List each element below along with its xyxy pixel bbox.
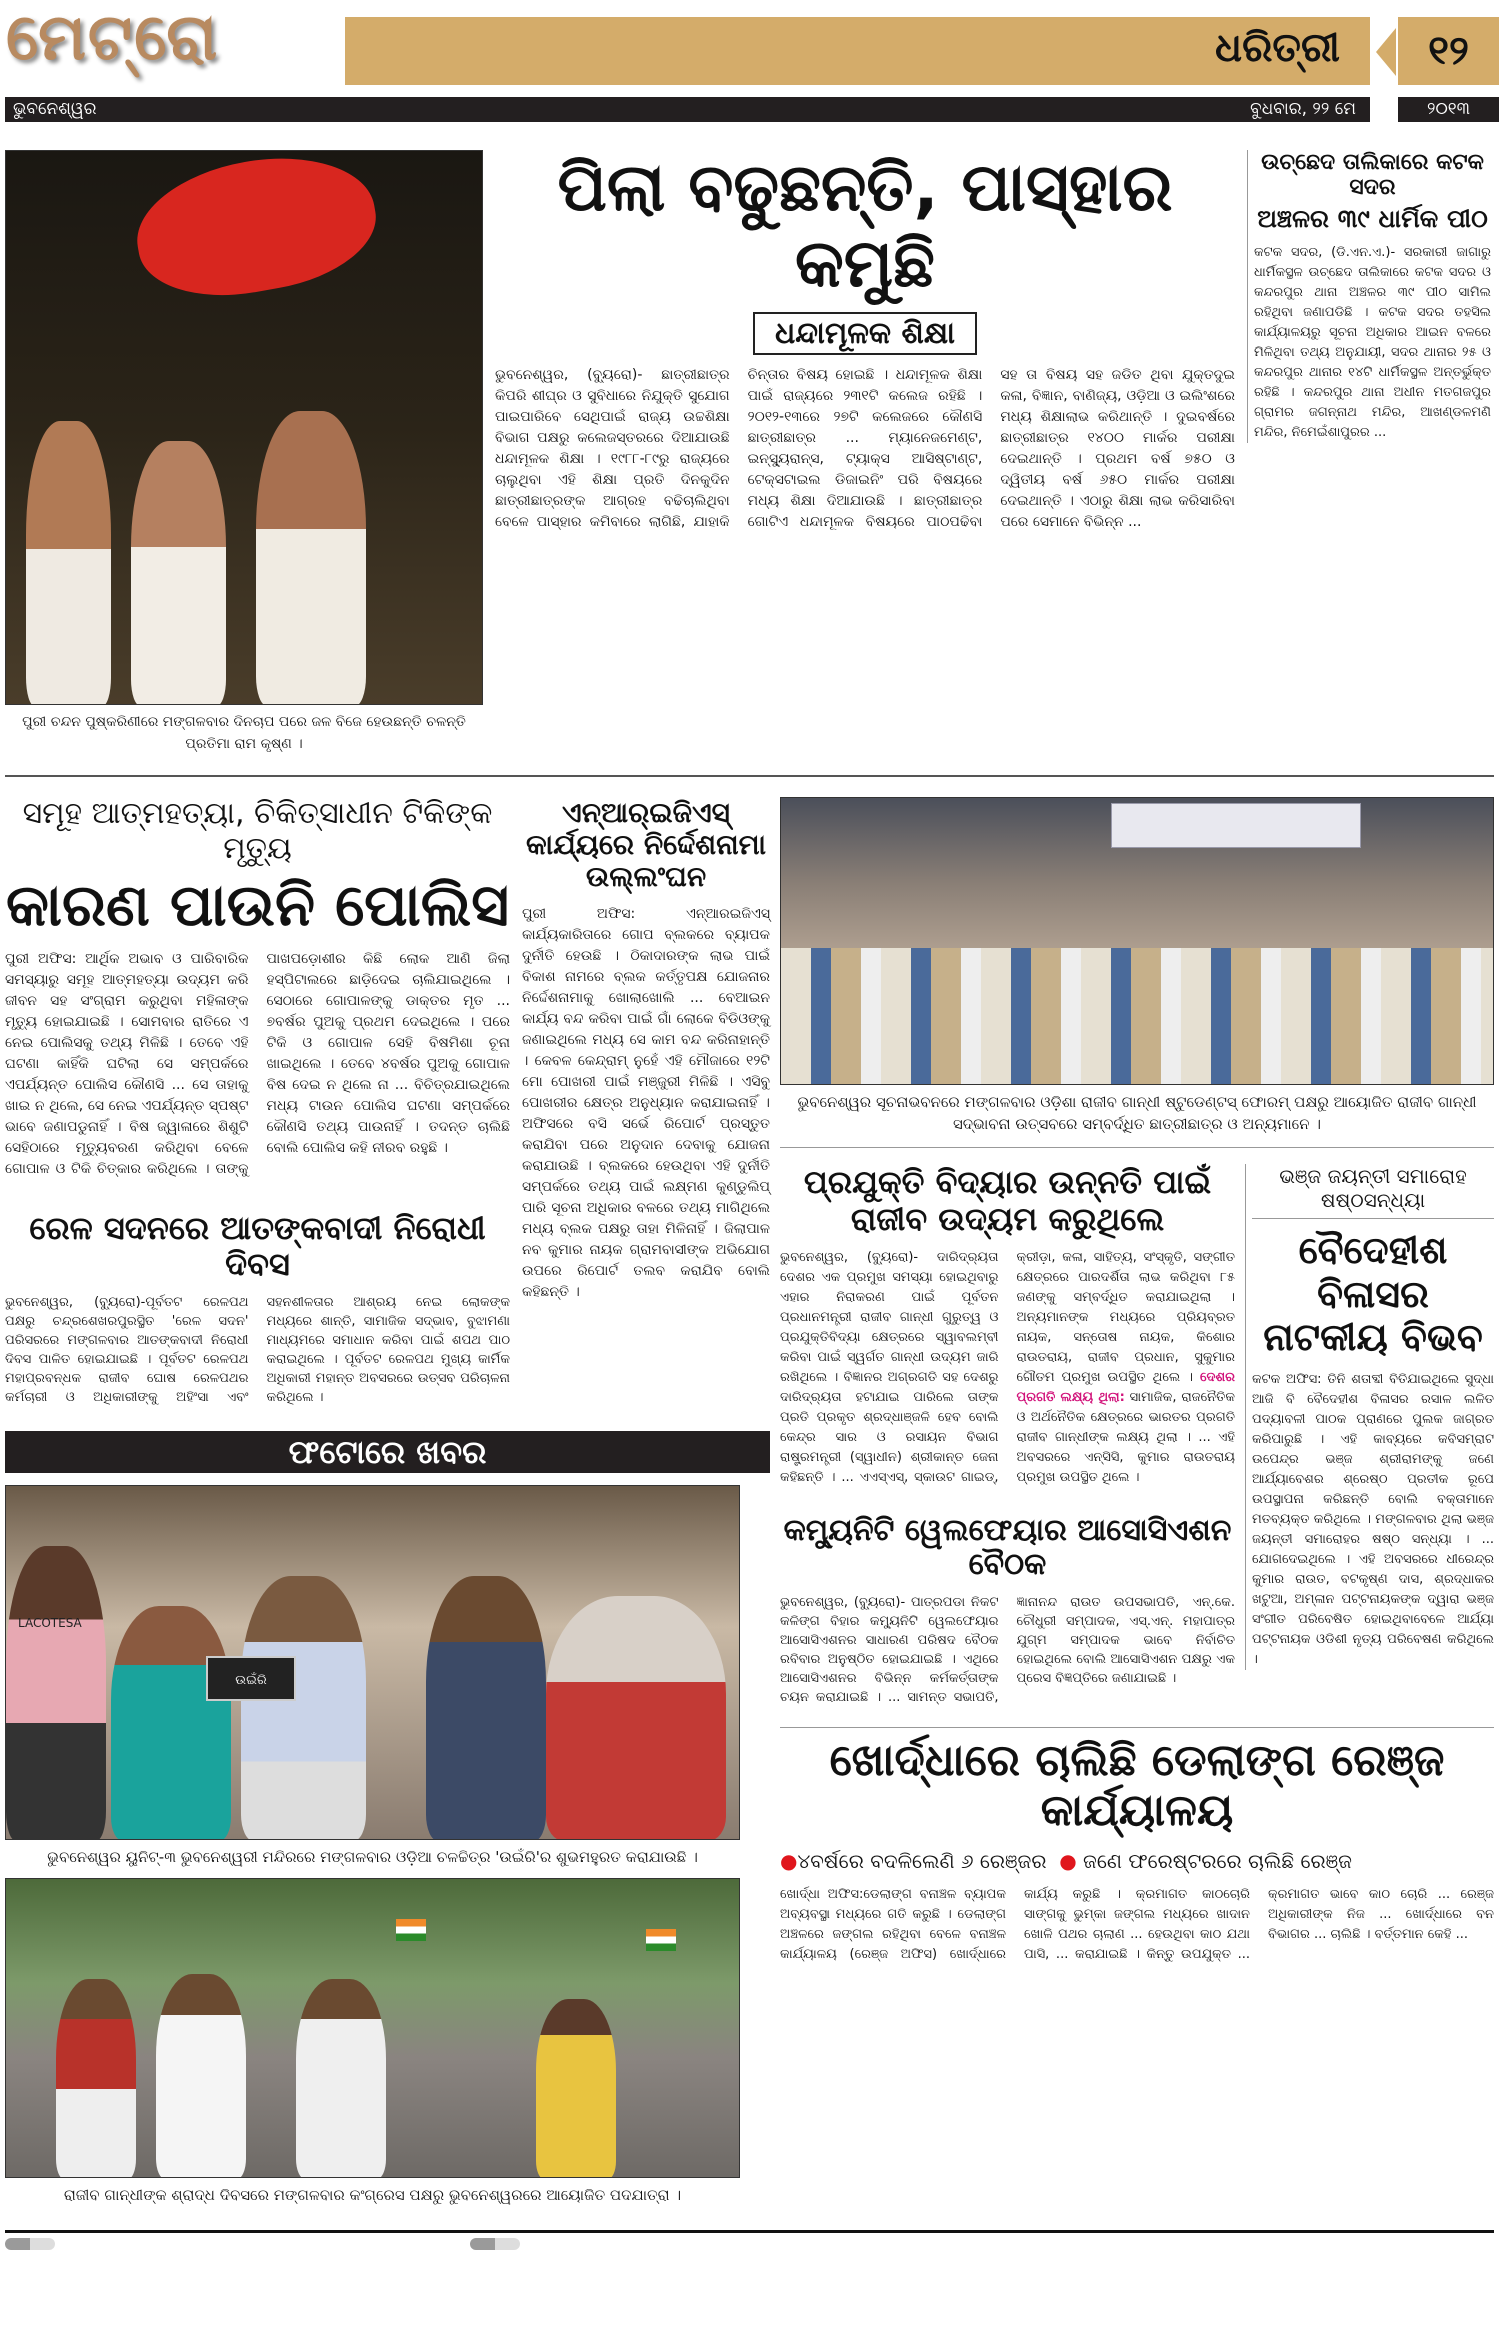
community-body: ଭୁବନେଶ୍ୱର, (ବ୍ୟୁରୋ)- ପାତ୍ରପଡା ନିକଟ କଳିଙ୍ଗ ବିହାର କମ୍ୟୁନିଟି ୱେଲଫେୟାର ଆସୋସିଏଶନର ସାଧାରଣ ପରିଷଦ ବୈଠକ ରବିବାର ଅନୁଷ୍ଠିତ ହୋଇଯାଇଛି । ଏଥିରେ ଆସୋସିଏଶନର ବିଭିନ୍ନ କର୍ମକର୍ତ୍ତାଙ୍କ ଚୟନ କରାଯାଇଛି । ... ସାମନ୍ତ ସଭାପତି, ଜ୍ଞାନାନନ୍ଦ ରାଉତ ଉପସଭାପତି, ଏନ୍.କେ. ଚୌଧୁରୀ ସମ୍ପାଦକ, ଏସ୍.ଏନ୍. ମହାପାତ୍ର ଯୁଗ୍ମ ସମ୍ପାଦକ ଭାବେ ନିର୍ବାଚିତ ହୋଇଥିଲେ ବୋଲି ଆସୋସିଏଶନ ପକ୍ଷରୁ ଏକ ପ୍ରେସ ବିଜ୍ଞପ୍ତିରେ ଜଣାଯାଇଛି । xyxy=(780,1594,1235,1705)
photo-students-felicitation xyxy=(780,797,1494,1085)
khordha-bullets xyxy=(780,1847,1494,1875)
flag-shape xyxy=(396,1919,426,1941)
top-row xyxy=(5,150,1499,755)
umbrella-shape xyxy=(127,150,386,311)
police-headline: କାରଣ ପାଉନି ପୋଲିସ xyxy=(5,871,510,939)
rail-body: ଭୁବନେଶ୍ୱର, (ବ୍ୟୁରୋ)-ପୂର୍ବତଟ ରେଳପଥ ପକ୍ଷରୁ ଚନ୍ଦ୍ରଶେଖରପୁରସ୍ଥିତ 'ରେଳ ସଦନ' ପରିସରରେ ମଙ୍ଗଳବାର ଆତଙ୍କବାଦୀ ନିରୋଧୀ ଦିବସ ପାଳିତ ହୋଇଯାଇଛି । ପୂର୍ବତଟ ରେଳପଥ ମହାପ୍ରବନ୍ଧକ ରାଜୀବ ଘୋଷ ରେଳପଥର କର୍ମଚାରୀ ଓ ଅଧିକାରୀଙ୍କୁ ଅହିଂସା ଏବଂ ସହନଶୀଳତାର ଆଶ୍ରୟ ନେଇ ଲୋକଙ୍କ ମଧ୍ୟରେ ଶାନ୍ତି, ସାମାଜିକ ସଦ୍ଭାବ, ବୁଝାମଣା ମାଧ୍ୟମରେ ସମାଧାନ କରିବା ପାଇଁ ଶପଥ ପାଠ କରାଇଥିଲେ । ପୂର୍ବତଟ ରେଳପଥ ମୁଖ୍ୟ କାର୍ମିକ ଅଧିକାରୀ ମହାନ୍ତ ଅବସରରେ ଉତ୍ସବ ପରିଚାଳନା କରିଥିଲେ । xyxy=(5,1295,510,1406)
photo-film-muhurat xyxy=(5,1485,740,1840)
arrow-icon xyxy=(1376,28,1396,76)
khordha-bullet-2: ଜଣେ ଫରେଷ୍ଟରରେ ଚାଲିଛି ରେଞ୍ଜ xyxy=(1083,1848,1352,1873)
nregs-headline: ଏନ୍‌ଆର୍‌ଇଜିଏସ୍ କାର୍ଯ୍ୟରେ ନିର୍ଦ୍ଦେଶନାମା ଉଲ୍ଲଂଘନ xyxy=(526,796,766,894)
photo-puri-procession xyxy=(5,150,483,705)
city-label: ଭୁବନେଶ୍ୱର xyxy=(13,99,97,119)
photo-padayatra xyxy=(5,1878,740,2178)
side1-headline-1: ଉଚ୍ଛେଦ ତାଲିକାରେ କଟକ ସଦର xyxy=(1261,150,1484,201)
bhanja-article xyxy=(1245,1164,1494,1670)
photo-news-caption-1: ଭୁବନେଶ୍ୱର ୟୁନିଟ୍-୩ ଭୁବନେଶ୍ୱରୀ ମନ୍ଦିରରେ ମଙ୍ଗଳବାର ଓଡ଼ିଆ ଚଳଚ୍ଚିତ୍ର 'ଉଇଁରି'ର ଶୁଭମହୁରତ କରାଯାଉଛି । xyxy=(47,1848,698,1867)
khordha-bullet-1: ୪ବର୍ଷରେ ବଦଳିଲେଣି ୬ ରେଞ୍ଜର xyxy=(797,1848,1047,1873)
divider xyxy=(780,1727,1494,1728)
footer xyxy=(5,2233,1494,2253)
police-rail-column xyxy=(5,797,510,1407)
masthead xyxy=(0,0,1499,130)
left-stories xyxy=(5,797,770,1407)
rajiv-body-text: ଭୁବନେଶ୍ୱର, (ବ୍ୟୁରୋ)- ଦାରିଦ୍ର୍ୟତା ଦେଶର ଏକ ପ୍ରମୁଖ ସମସ୍ୟା ହୋଇଥିବାରୁ ଏହାର ନିରାକରଣ ପାଇଁ ପୂର୍ବତନ ପ୍ରଧାନମନ୍ତ୍ରୀ ରାଜୀବ ଗାନ୍ଧୀ ଗୁରୁତ୍ୱ ଓ ପ୍ରଯୁକ୍ତିବିଦ୍ୟା କ୍ଷେତ୍ରରେ ସ୍ୱାବଲମ୍ବୀ କରିବା ପାଇଁ ସ୍ୱର୍ଗତ ଗାନ୍ଧୀ ଉଦ୍ୟମ ଜାରି ରଖିଥିଲେ । ବିଜ୍ଞାନର ଅଗ୍ରଗତି ସହ ଦେଶରୁ ଦାରିଦ୍ର୍ୟତା ହଟାଯାଇ ପାରିଲେ ତାଙ୍କ ପ୍ରତି ପ୍ରକୃତ ଶ୍ରଦ୍ଧାଞ୍ଜଳି ହେବ ବୋଲି କେନ୍ଦ୍ର ସାର ଓ ରସାୟନ ବିଭାଗ ରାଷ୍ଟ୍ରମନ୍ତ୍ରୀ (ସ୍ୱାଧୀନ) ଶ୍ରୀକାନ୍ତ ଜେନା କହିଛନ୍ତି । ... ଏଏସ୍‌ଏସ୍, ସ୍କାଉଟ ଗାଇଡ୍, କ୍ରୀଡ଼ା, କଳା, ସାହିତ୍ୟ, ସଂସ୍କୃତି, ସଙ୍ଗୀତ କ୍ଷେତ୍ରରେ ପାରଦର୍ଶିତା ଲାଭ କରିଥିବା ୮୫ ଜଣଙ୍କୁ ସମ୍ବର୍ଦ୍ଧିତ କରାଯାଇଥିଲା । ଅନ୍ୟମାନଙ୍କ ମଧ୍ୟରେ ପ୍ରିୟବ୍ରତ ନାୟକ, ସନ୍ତୋଷ ନାୟକ, କିଶୋର ରାଉତରାୟ, ରାଜୀବ ପ୍ରଧାନ, ସୁକୁମାର ଗୌତମ ପ୍ରମୁଖ ଉପସ୍ଥିତ ଥିଲେ । xyxy=(780,1249,1235,1485)
lead-headline: ପିଲା ବଢୁଛନ୍ତି, ପାସ୍‌ହାର କମୁଛି xyxy=(557,149,1173,302)
rajiv-headline: ପ୍ରଯୁକ୍ତି ବିଦ୍ୟାର ଉନ୍ନତି ପାଇଁ ରାଜୀବ ଉଦ୍ୟମ କରୁଥିଲେ xyxy=(803,1163,1212,1238)
scroll-handle[interactable] xyxy=(470,2238,520,2250)
bhanja-body: କଟକ ଅଫିସ: ତିନି ଶତାବ୍ଦୀ ବିତିଯାଇଥିଲେ ସୁଦ୍ଧା ଆଜି ବି ବୈଦେହୀଶ ବିଳାସର ରସାଳ ଲଳିତ ପଦ୍ୟାବଳୀ ପାଠକ ପ୍ରାଣରେ ପୁଲକ ଜାଗ୍ରତ କରିପାରୁଛି । ଏହି କାବ୍ୟରେ କବିସମ୍ରାଟ ଉପେନ୍ଦ୍ର ଭଞ୍ଜ ଶ୍ରୀରାମଙ୍କୁ ଜଣେ ଆର୍ଯ୍ୟାବେଶର ଶ୍ରେଷ୍ଠ ପ୍ରତୀକ ରୂପେ ଉପସ୍ଥାପନା କରିଛନ୍ତି ବୋଲି ବକ୍ତାମାନେ ମତବ୍ୟକ୍ତ କରିଥିଲେ । ମଙ୍ଗଳବାର ଥିଲା ଭଞ୍ଜ ଜୟନ୍ତୀ ସମାରୋହର ଷଷ୍ଠ ସନ୍ଧ୍ୟା । ... ଯୋଗଦେଇଥିଲେ । ଏହି ଅବସରରେ ଧୀରେନ୍ଦ୍ର କୁମାର ରାଉତ, ବଟକୃଷ୍ଣ ଦାସ, ଶ୍ରଦ୍ଧାକର ଖଟୁଆ, ଅମ୍ଳାନ ପଟ୍ଟନାୟକଙ୍କ ଦ୍ୱାରା ଭଞ୍ଜ ସଂଗୀତ ପରିବେଷିତ ହୋଇଥିବାବେଳେ ଆର୍ଯ୍ୟା ପଟ୍ଟନାୟକ ଓଡିଶୀ ନୃତ୍ୟ ପରିବେଷଣ କରିଥିଲେ । xyxy=(1252,1372,1494,1668)
side1-body: କଟକ ସଦର, (ଡି.ଏନ.ଏ.)- ସରକାରୀ ଜାଗାରୁ ଧାର୍ମିକସ୍ଥଳ ଉଚ୍ଛେଦ ତାଲିକାରେ କଟକ ସଦର ଓ କନ୍ଦରପୁର ଥାନା ଅଞ୍ଚଳର ୩୯ ପୀଠ ସାମିଲ ରହିଥିବା ଜଣାପଡିଛି । କଟକ ସଦର ତହସିଲ କାର୍ଯ୍ୟାଳୟରୁ ସୂଚନା ଅଧିକାର ଆଇନ ବଳରେ ମିଳିଥିବା ତଥ୍ୟ ଅନୁଯାୟୀ, ସଦର ଥାନାର ୨୫ ଓ କନ୍ଦରପୁର ଥାନାର ୧୪ଟି ଧାର୍ମିକସ୍ଥଳ ଅନ୍ତର୍ଭୁକ୍ତ ରହିଛି । କନ୍ଦରପୁର ଥାନା ଅଧୀନ ମତଗଜପୁର ଗ୍ରାମର ଜଗନ୍ନାଥ ମନ୍ଦିର, ଆଖଣ୍ଡଳମଣି ମନ୍ଦିର, ନିମେଇଁଶାପୁରର ... xyxy=(1254,245,1491,441)
side1-headline-2: ଅଞ୍ଚଳର ୩୯ ଧାର୍ମିକ ପୀଠ xyxy=(1257,203,1488,233)
right-area xyxy=(780,797,1494,1965)
nregs-body: ପୁରୀ ଅଫିସ: ଏନ୍‌ଆରଇଜିଏସ୍ କାର୍ଯ୍ୟକାରିତାରେ ଗୋପ ବ୍ଲକରେ ବ୍ୟାପକ ଦୁର୍ନୀତି ହେଉଛି । ଠିକାଦାରଙ୍କ ଲାଭ ପାଇଁ ବିକାଶ ନାମରେ ବ୍ଲକ କର୍ତ୍ତୃପକ୍ଷ ଯୋଜନାର ନିର୍ଦ୍ଦେଶନାମାକୁ ଖୋଲାଖୋଲି ... ବେଆଇନ କାର୍ଯ୍ୟ ବନ୍ଦ କରିବା ପାଇଁ ଗାଁ ଲୋକେ ବିଡିଓଙ୍କୁ ଜଣାଇଥିଲେ ମଧ୍ୟ ସେ କାମ ବନ୍ଦ କରିନାହାନ୍ତି । କେବଳ କେନ୍ଦ୍ରାମ୍ ନୁହେଁ ଏହି ମୌଜାରେ ୧୨ଟି ମୋ ପୋଖରୀ ପାଇଁ ମଞ୍ଜୁରୀ ମିଳିଛି । ଏସିବୁ ପୋଖରୀର କ୍ଷେତ୍ର ଅନୁଧ୍ୟାନ କରାଯାଇନାହିଁ । ଅଫିସରେ ବସି ସର୍ଭେ ରିପୋର୍ଟ ପ୍ରସ୍ତୁତ କରାଯିବା ପରେ ଅନୁଦାନ ଦେବାକୁ ଯୋଜନା କରାଯାଉଛି । ବ୍ଲକରେ ହେଉଥିବା ଏହି ଦୁର୍ନୀତି ସମ୍ପର୍କରେ ତଥ୍ୟ ପାଇଁ ଲକ୍ଷ୍ମଣ କୁଣ୍ଡୁଲିପ୍ ପାରି ସୂଚନା ଅଧିକାର ବଳରେ ତଥ୍ୟ ମାଗିଥିଲେ ମଧ୍ୟ ବ୍ଲକ ପକ୍ଷରୁ ତାହା ମିଳିନାହିଁ । ଜିଲାପାଳ ନବ କୁମାର ନାୟକ ଗ୍ରାମବାସୀଙ୍କ ଅଭିଯୋଗ ଉପରେ ରିପୋର୍ଟ ତଲବ କରାଯିବ ବୋଲି କହିଛନ୍ତି । xyxy=(522,905,770,1300)
bullet-icon: ● xyxy=(780,1848,798,1873)
rajiv-body xyxy=(780,1248,1235,1488)
scroll-handle[interactable] xyxy=(5,2238,55,2250)
khordha-body: ଖୋର୍ଦ୍ଧା ଅଫିସ:ଡେଲାଙ୍ଗ ବନାଞ୍ଚଳ ବ୍ୟାପକ ଅବ୍ୟବସ୍ଥା ମଧ୍ୟରେ ଗତି କରୁଛି । ଡେଲାଙ୍ଗ ଅଞ୍ଚଳରେ ଜଙ୍ଗଲ ରହିଥିବା ବେଳେ ବନାଞ୍ଚଳ କାର୍ଯ୍ୟାଳୟ (ରେଞ୍ଜ ଅଫିସ) ଖୋର୍ଦ୍ଧାରେ କାର୍ଯ୍ୟ କରୁଛି । କ୍ରମାଗତ କାଠଚୋରି ସାଙ୍ଗକୁ ଭୁମ୍‌କା ଜଙ୍ଗଲ ମଧ୍ୟରେ ଖାଦାନ ଖୋଳି ପଥର ଚାଲାଣ ... ହେଉଥିବା କାଠ ଯଥା ପାସି, ... କରାଯାଇଛି । କିନ୍ତୁ ଉପଯୁକ୍ତ ... କ୍ରମାଗତ ଭାବେ କାଠ ଚୋରି ... ରେଞ୍ଜ ଅଧିକାରୀଙ୍କ ନିଜ ... ଖୋର୍ଦ୍ଧାରେ ବନ ବିଭାଗର ... ଚାଲିଛି । ବର୍ତ୍ତମାନ କେହି ... xyxy=(780,1886,1494,1962)
students-caption: ଭୁବନେଶ୍ୱର ସୂଚନାଭବନରେ ମଙ୍ଗଳବାର ଓଡ଼ିଶା ରାଜୀବ ଗାନ୍ଧୀ ଷ୍ଟୁଡେଣ୍ଟସ୍ ଫୋରମ୍ ପକ୍ଷରୁ ଆୟୋଜିତ ରାଜୀବ ଗାନ୍ଧୀ ସଦ୍‌ଭାବନା ଉତ୍ସବରେ ସମ୍ବର୍ଦ୍ଧିତ ଛାତ୍ରୀଛାତ୍ର ଓ ଅନ୍ୟମାନେ । xyxy=(797,1093,1477,1133)
police-kicker: ସମୂହ ଆତ୍ମହତ୍ୟା, ଚିକିତ୍ସାଧୀନ ଟିକିଙ୍କ ମୃତ୍ୟୁ xyxy=(22,796,493,866)
photo-news-caption-2: ରାଜୀବ ଗାନ୍ଧୀଙ୍କ ଶ୍ରାଦ୍ଧ ଦିବସରେ ମଙ୍ଗଳବାର କଂଗ୍ରେସ ପକ୍ଷରୁ ଭୁବନେଶ୍ୱରରେ ଆୟୋଜିତ ପଦଯାତ୍ରା । xyxy=(63,2186,682,2205)
tshirt-text: LACOTESA xyxy=(18,1616,82,1631)
year-label: ୨୦୧୩ xyxy=(1398,97,1499,122)
section-title: ଧରିତ୍ରୀ xyxy=(1215,25,1340,71)
section-divider xyxy=(5,775,1494,777)
bottom-row xyxy=(5,797,1499,2206)
masthead-logo: ମେଟ୍ରୋ xyxy=(6,0,220,75)
date-bar xyxy=(5,97,1370,122)
section-bar xyxy=(345,17,1370,85)
lead-subhead-wrap xyxy=(495,312,1235,355)
right-stories xyxy=(780,1164,1494,1707)
photo1-caption: ପୁରୀ ଚନ୍ଦନ ପୁଷ୍କରିଣୀରେ ମଙ୍ଗଳବାର ଦିନଚାପ ପରେ ଜଳ ବିଜେ ହେଉଛନ୍ତି ଚଳନ୍ତି ପ୍ରତିମା ରାମ କୃଷ୍ଣ । xyxy=(22,714,466,752)
page-content xyxy=(0,130,1499,2253)
divider xyxy=(780,1147,1494,1148)
page-number: ୧୨ xyxy=(1398,17,1499,85)
bhanja-headline: ବୈଦେହୀଶ ବିଳାସର ନାଟକୀୟ ବିଭବ xyxy=(1263,1228,1483,1360)
side1-article xyxy=(1247,150,1491,443)
khordha-headline: ଖୋର୍ଦ୍ଧାରେ ଚାଲିଛି ଡେଲାଙ୍ଗ ରେଞ୍ଜ କାର୍ଯ୍ୟାଳୟ xyxy=(829,1734,1445,1837)
photo1-block xyxy=(5,150,483,755)
rail-headline: ରେଳ ସଦନରେ ଆତଙ୍କବାଦୀ ନିରୋଧୀ ଦିବସ xyxy=(29,1208,486,1284)
left-area xyxy=(5,797,770,2206)
rajiv-highlight: ଦେଶର ପ୍ରଗତି ଲକ୍ଷ୍ୟ ଥିଲା: xyxy=(1016,1369,1235,1405)
nregs-article xyxy=(522,797,770,1303)
lead-subhead-box: ଧନ୍ଦାମୂଳକ ଶିକ୍ଷା xyxy=(753,312,977,355)
lead-article xyxy=(495,150,1235,533)
rajiv-body-text-2: ସାମାଜିକ, ରାଜନୈତିକ ଓ ଅର୍ଥନୈତିକ କ୍ଷେତ୍ରରେ ଭାରତର ପ୍ରଗତି ରାଜୀବ ଗାନ୍ଧୀଙ୍କ ଲକ୍ଷ୍ୟ ଥିଲା । ... ଏହି ଅବସରରେ ଏନ୍‌ସିସି, କୁମାର ରାଉତରାୟ ପ୍ରମୁଖ ଉପସ୍ଥିତ ଥିଲେ । xyxy=(1016,1389,1235,1485)
community-headline: କମ୍ୟୁନିଟି ୱେଲଫେୟାର ଆସୋସିଏଶନ ବୈଠକ xyxy=(783,1512,1232,1583)
photo-news-banner: ଫଟୋରେ ଖବର xyxy=(5,1431,770,1473)
clapperboard: ଉଇଁରି xyxy=(206,1656,296,1701)
police-body: ପୁରୀ ଅଫିସ: ଆର୍ଥିକ ଅଭାବ ଓ ପାରିବାରିକ ସମସ୍ୟାରୁ ସମୂହ ଆତ୍ମହତ୍ୟା ଉଦ୍ୟମ କରି ଜୀବନ ସହ ସଂଗ୍ରାମ କରୁଥିବା ମହିଳାଙ୍କ ମୃତ୍ୟୁ ହୋଇଯାଇଛି । ସୋମବାର ରାତିରେ ଏ ନେଇ ପୋଲିସକୁ ତଥ୍ୟ ମିଳିଛି । ତେବେ ଏହି ଘଟଣା କାହିଁକି ଘଟିଲା ସେ ସମ୍ପର୍କରେ ଏପର୍ଯ୍ୟନ୍ତ ପୋଲିସ କୌଣସି ... ସେ ତାହାକୁ ଖାଇ ନ ଥିଲେ, ସେ ନେଇ ଏପର୍ଯ୍ୟନ୍ତ ସ୍ପଷ୍ଟ ଭାବେ ଜଣାପଡୁନାହିଁ । ବିଷ ଜ୍ୱାଳାରେ ଶିଶୁଟି ସେହିଠାରେ ମୃତ୍ୟୁବରଣ କରିଥିବା ବେଳେ ଗୋପାଳ ଓ ଟିକି ଚିତ୍କାର କରିଥିଲେ । ତାଙ୍କୁ ପାଖପଡ଼ୋଶୀର କିଛି ଲୋକ ଆଣି ଜିଲା ହସ୍ପିଟାଲରେ ଛାଡ଼ିଦେଇ ଚାଲିଯାଇଥିଲେ । ସେଠାରେ ଗୋପାଳଙ୍କୁ ଡାକ୍ତର ମୃତ ... ୭ବର୍ଷର ପୁଅକୁ ପ୍ରଥମ ଦେଇଥିଲେ । ପରେ ଟିକି ଓ ଗୋପାଳ ସେହି ବିଷମିଶା ଚୂନା ଖାଇଥିଲେ । ତେବେ ୪ବର୍ଷର ପୁଅକୁ ଗୋପାଳ ବିଷ ଦେଇ ନ ଥିଲେ ନା ... ବିଚିତ୍ରଯାଇଥିଲେ ମଧ୍ୟ ଟାଉନ ପୋଲିସ ଘଟଣା ସମ୍ପର୍କରେ କୌଣସି ତଥ୍ୟ ପାଉନାହିଁ । ତଦନ୍ତ ଚାଲିଛି ବୋଲି ପୋଲିସ କହି ନୀରବ ରହୁଛି । xyxy=(5,950,510,1177)
lead-body: ଭୁବନେଶ୍ୱର, (ବ୍ୟୁରୋ)- ଛାତ୍ରୀଛାତ୍ର କିପରି ଶୀଘ୍ର ଓ ସୁବିଧାରେ ନିଯୁକ୍ତି ସୁଯୋଗ ପାଇପାରିବେ ସେଥିପାଇଁ ରାଜ୍ୟ ଉଚ୍ଚଶିକ୍ଷା ବିଭାଗ ପକ୍ଷରୁ କଲେଜସ୍ତରରେ ଦିଆଯାଉଛି ଧନ୍ଦାମୂଳକ ଶିକ୍ଷା । ୧୯୮୮-୮୯ରୁ ରାଜ୍ୟରେ ଚାଲୁଥିବା ଏହି ଶିକ୍ଷା ପ୍ରତି ଦିନକୁଦିନ ଛାତ୍ରୀଛାତ୍ରଙ୍କ ଆଗ୍ରହ ବଢିଚାଲିଥିବା ବେଳେ ପାସ୍‌ହାର କମିବାରେ ଲାଗିଛି, ଯାହାକି ଚିନ୍ତାର ବିଷୟ ହୋଇଛି । ଧନ୍ଦାମୂଳକ ଶିକ୍ଷା ପାଇଁ ରାଜ୍ୟରେ ୨୩୧ଟି କଲେଜ ରହିଛି । ୨୦୧୨-୧୩ରେ ୨୭ଟି କଲେଜରେ କୌଣସି ଛାତ୍ରୀଛାତ୍ର ... ମ୍ୟାନେଜମେଣ୍ଟ, ଇନ୍‌ସ୍ୟୁରାନ୍ସ, ଟ୍ୟାକ୍ସ ଆସିଷ୍ଟାଣ୍ଟ, ଟେକ୍ସଟାଇଲ ଡିଜାଇନିଂ ପରି ବିଷୟରେ ମଧ୍ୟ ଶିକ୍ଷା ଦିଆଯାଉଛି । ଛାତ୍ରୀଛାତ୍ର ଗୋଟିଏ ଧନ୍ଦାମୂଳକ ବିଷୟରେ ପାଠପଢିବା ସହ ତା ବିଷୟ ସହ ଜଡିତ ଥିବା ଯୁକ୍ତଦୁଇ କଳା, ବିଜ୍ଞାନ, ବାଣିଜ୍ୟ, ଓଡ଼ିଆ ଓ ଇଲିଂଶରେ ମଧ୍ୟ ଶିକ୍ଷାଲାଭ କରିଥାନ୍ତି । ଦୁଇବର୍ଷରେ ଛାତ୍ରୀଛାତ୍ର ୧୪୦୦ ମାର୍କର ପରୀକ୍ଷା ଦେଇଥାନ୍ତି । ପ୍ରଥମ ବର୍ଷ ୭୫୦ ଓ ଦ୍ୱିତୀୟ ବର୍ଷ ୬୫୦ ମାର୍କର ପରୀକ୍ଷା ଦେଇଥାନ୍ତି । ଏଠାରୁ ଶିକ୍ଷା ଲାଭ କରିସାରିବା ପରେ ସେମାନେ ବିଭିନ୍ନ ... xyxy=(495,366,1235,530)
rajiv-community-column xyxy=(780,1164,1235,1707)
bullet-icon: ● xyxy=(1059,1848,1077,1873)
event-banner xyxy=(1111,803,1361,848)
date-label: ବୁଧବାର, ୨୨ ମେ xyxy=(1250,99,1356,119)
bhanja-kicker: ଭଞ୍ଜ ଜୟନ୍ତୀ ସମାରୋହ ଷଷ୍ଠସନ୍ଧ୍ୟା xyxy=(1252,1164,1494,1219)
